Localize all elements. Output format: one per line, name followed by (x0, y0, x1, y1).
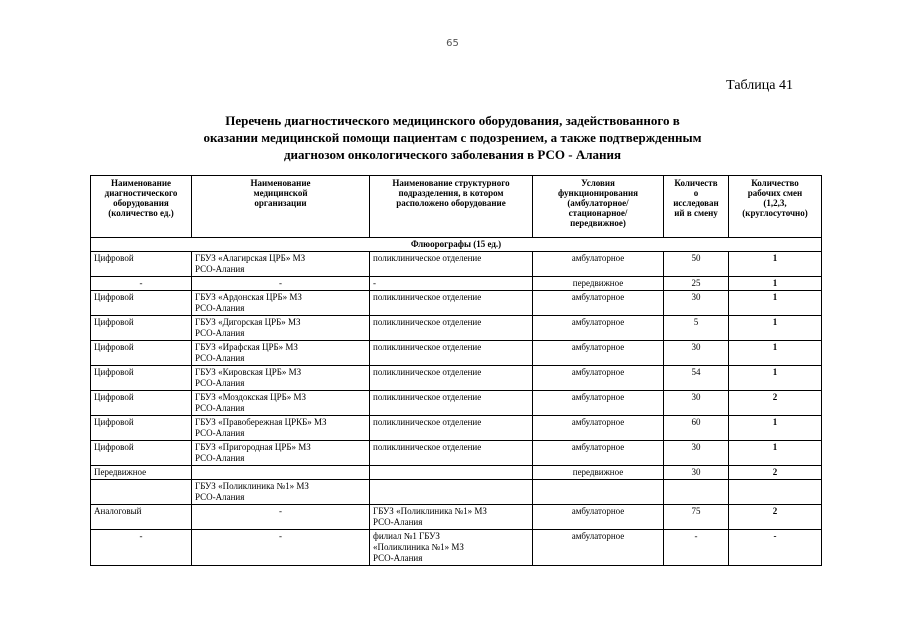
equipment-cell: Цифровой (91, 366, 192, 391)
header-organization (192, 176, 370, 238)
conditions-cell: амбулаторное (533, 505, 664, 530)
table-label: Таблица 41 (726, 78, 793, 93)
equipment-table (90, 175, 822, 566)
organization-line: РСО-Алания (195, 328, 245, 338)
table-row (91, 316, 822, 341)
organization-line: ГБУЗ «Кировская ЦРБ» МЗ (195, 367, 302, 377)
equipment-cell: Цифровой (91, 316, 192, 341)
unit-line: поликлиническое отделение (373, 253, 482, 263)
unit-line: - (373, 278, 376, 288)
header-text-line: исследован (673, 198, 719, 208)
organization-cell (192, 391, 370, 416)
table-row (91, 341, 822, 366)
equipment-cell: Цифровой (91, 391, 192, 416)
header-text-line: (количество ед.) (108, 208, 174, 218)
count-cell: 30 (664, 466, 729, 480)
unit-line: поликлиническое отделение (373, 292, 482, 302)
organization-line: ГБУЗ «Алагирская ЦРБ» МЗ (195, 253, 306, 263)
organization-cell (192, 366, 370, 391)
header-text-line: подразделения, в котором (398, 188, 504, 198)
organization-line: РСО-Алания (195, 428, 245, 438)
unit-cell (370, 291, 533, 316)
header-text-line: (1,2,3, (763, 198, 787, 208)
organization-line: - (279, 531, 282, 541)
equipment-cell: Цифровой (91, 341, 192, 366)
header-unit (370, 176, 533, 238)
unit-line: поликлиническое отделение (373, 392, 482, 402)
header-count (664, 176, 729, 238)
header-text-line: (круглосуточно) (742, 208, 808, 218)
count-cell: 30 (664, 291, 729, 316)
page-number: 65 (446, 38, 459, 49)
shifts-cell: 1 (729, 277, 822, 291)
unit-cell (370, 480, 533, 505)
unit-line: филиал №1 ГБУЗ (373, 531, 440, 541)
header-text-line: медицинской (253, 188, 308, 198)
organization-line: РСО-Алания (195, 378, 245, 388)
equipment-cell (91, 480, 192, 505)
count-cell: 50 (664, 252, 729, 277)
organization-line: - (279, 506, 282, 516)
header-text-line: рабочих смен (747, 188, 803, 198)
header-row (91, 176, 822, 238)
header-text-line: Условия (581, 178, 615, 188)
equipment-table-body (91, 176, 822, 566)
table-row (91, 441, 822, 466)
shifts-cell: 1 (729, 441, 822, 466)
header-text-line: Наименование (250, 178, 311, 188)
unit-line: «Поликлиника №1» МЗ (373, 542, 464, 552)
organization-cell (192, 277, 370, 291)
shifts-cell: 1 (729, 316, 822, 341)
unit-cell (370, 277, 533, 291)
conditions-cell: амбулаторное (533, 391, 664, 416)
unit-cell (370, 441, 533, 466)
header-text-line: оборудования (113, 198, 169, 208)
table-row (91, 480, 822, 505)
unit-cell (370, 252, 533, 277)
conditions-cell: амбулаторное (533, 441, 664, 466)
conditions-cell: передвижное (533, 466, 664, 480)
conditions-cell: амбулаторное (533, 341, 664, 366)
equipment-cell: Цифровой (91, 291, 192, 316)
unit-cell (370, 341, 533, 366)
organization-cell (192, 291, 370, 316)
document-title (150, 112, 755, 163)
table-row (91, 291, 822, 316)
header-text-line: диагностического (104, 188, 178, 198)
organization-cell (192, 416, 370, 441)
organization-cell (192, 316, 370, 341)
organization-line: ГБУЗ «Моздокская ЦРБ» МЗ (195, 392, 307, 402)
conditions-cell: амбулаторное (533, 252, 664, 277)
table-row (91, 416, 822, 441)
count-cell: 30 (664, 441, 729, 466)
organization-cell (192, 441, 370, 466)
conditions-cell: передвижное (533, 277, 664, 291)
table-row (91, 252, 822, 277)
organization-cell (192, 505, 370, 530)
organization-line: - (279, 278, 282, 288)
organization-line: ГБУЗ «Дигорская ЦРБ» МЗ (195, 317, 301, 327)
organization-line: РСО-Алания (195, 453, 245, 463)
unit-cell (370, 530, 533, 566)
unit-cell (370, 366, 533, 391)
header-text-line: Количество (751, 178, 799, 188)
unit-line: поликлиническое отделение (373, 442, 482, 452)
shifts-cell: 2 (729, 391, 822, 416)
organization-cell (192, 466, 370, 480)
shifts-cell: 1 (729, 366, 822, 391)
organization-line: РСО-Алания (195, 403, 245, 413)
header-text-line: Количеств (674, 178, 718, 188)
conditions-cell: амбулаторное (533, 366, 664, 391)
unit-line: поликлиническое отделение (373, 317, 482, 327)
unit-cell (370, 416, 533, 441)
header-text-line: расположено оборудование (396, 198, 506, 208)
equipment-cell: Передвижное (91, 466, 192, 480)
organization-cell (192, 252, 370, 277)
organization-line: РСО-Алания (195, 303, 245, 313)
header-text-line: передвижное) (570, 218, 626, 228)
count-cell: 75 (664, 505, 729, 530)
header-text-line: о (693, 188, 699, 198)
shifts-cell (729, 480, 822, 505)
count-cell: 54 (664, 366, 729, 391)
header-shifts (729, 176, 822, 238)
organization-line: ГБУЗ «Поликлиника №1» МЗ (195, 481, 309, 491)
table-row (91, 366, 822, 391)
header-text-line: стационарное/ (568, 208, 628, 218)
organization-line: ГБУЗ «Правобережная ЦРКБ» МЗ (195, 417, 327, 427)
organization-cell (192, 480, 370, 505)
section-row (91, 238, 822, 252)
count-cell: 25 (664, 277, 729, 291)
header-text-line: (амбулаторное/ (567, 198, 629, 208)
unit-cell (370, 466, 533, 480)
shifts-cell: 1 (729, 416, 822, 441)
unit-line: поликлиническое отделение (373, 367, 482, 377)
organization-line: РСО-Алания (195, 353, 245, 363)
count-cell: 30 (664, 391, 729, 416)
organization-line: РСО-Алания (195, 492, 245, 502)
table-row (91, 505, 822, 530)
header-equipment (91, 176, 192, 238)
header-text-line: ий в смену (674, 208, 718, 218)
count-cell: 30 (664, 341, 729, 366)
organization-line: РСО-Алания (195, 264, 245, 274)
shifts-cell: 1 (729, 252, 822, 277)
equipment-cell: Цифровой (91, 416, 192, 441)
equipment-cell: - (91, 530, 192, 566)
equipment-cell: Цифровой (91, 252, 192, 277)
unit-line: поликлиническое отделение (373, 417, 482, 427)
unit-line: РСО-Алания (373, 517, 423, 527)
table-row (91, 466, 822, 480)
count-cell: 5 (664, 316, 729, 341)
header-text-line: функционирования (558, 188, 638, 198)
header-text-line: Наименование структурного (392, 178, 510, 188)
title-line: оказании медицинской помощи пациентам с подозрением, а также подтвержденным (203, 130, 702, 145)
equipment-cell: Цифровой (91, 441, 192, 466)
count-cell (664, 480, 729, 505)
table-row (91, 530, 822, 566)
unit-line: РСО-Алания (373, 553, 423, 563)
equipment-cell: Аналоговый (91, 505, 192, 530)
conditions-cell: амбулаторное (533, 316, 664, 341)
shifts-cell: - (729, 530, 822, 566)
title-line: Перечень диагностического медицинского оборудования, задействованного в (225, 113, 680, 128)
unit-cell (370, 391, 533, 416)
header-conditions (533, 176, 664, 238)
unit-line: ГБУЗ «Поликлиника №1» МЗ (373, 506, 487, 516)
shifts-cell: 2 (729, 466, 822, 480)
conditions-cell (533, 480, 664, 505)
organization-cell (192, 530, 370, 566)
count-cell: 60 (664, 416, 729, 441)
section-title: Флюорографы (15 ед.) (91, 238, 822, 252)
conditions-cell: амбулаторное (533, 416, 664, 441)
table-row (91, 277, 822, 291)
count-cell: - (664, 530, 729, 566)
table-row (91, 391, 822, 416)
organization-line: ГБУЗ «Пригородная ЦРБ» МЗ (195, 442, 311, 452)
organization-cell (192, 341, 370, 366)
organization-line: ГБУЗ «Ардонская ЦРБ» МЗ (195, 292, 302, 302)
conditions-cell: амбулаторное (533, 291, 664, 316)
shifts-cell: 1 (729, 341, 822, 366)
shifts-cell: 2 (729, 505, 822, 530)
unit-cell (370, 505, 533, 530)
header-text-line: Наименование (111, 178, 171, 188)
unit-line: поликлиническое отделение (373, 342, 482, 352)
unit-cell (370, 316, 533, 341)
equipment-cell: - (91, 277, 192, 291)
conditions-cell: амбулаторное (533, 530, 664, 566)
shifts-cell: 1 (729, 291, 822, 316)
organization-line: ГБУЗ «Ирафская ЦРБ» МЗ (195, 342, 298, 352)
title-line: диагнозом онкологического заболевания в РСО - Алания (283, 147, 622, 162)
header-text-line: организации (254, 198, 307, 208)
